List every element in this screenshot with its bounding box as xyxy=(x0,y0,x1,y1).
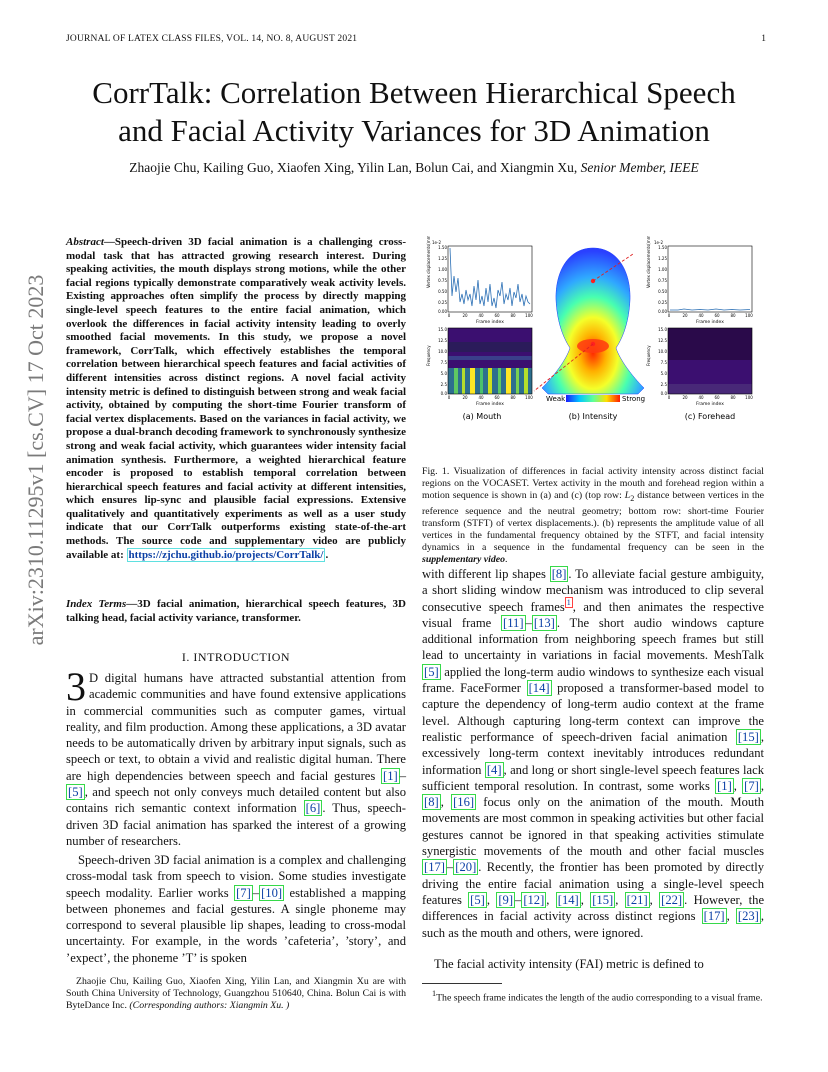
colorbar-strong-label: Strong xyxy=(622,395,646,403)
xtick-label: 60 xyxy=(494,313,500,318)
footnote-rule xyxy=(422,983,502,984)
xtick-label: 100 xyxy=(525,395,533,400)
citation-link[interactable]: [14] xyxy=(557,892,579,907)
figure-1-caption xyxy=(422,466,764,567)
ytick-label: 2.5 xyxy=(440,382,447,387)
panel-a-stft-xlabel: Frame index xyxy=(476,402,504,407)
citation-link[interactable]: [23] xyxy=(737,909,759,924)
citation-link[interactable]: [15] xyxy=(737,729,759,744)
ytick-label: 7.5 xyxy=(660,360,667,365)
xtick-label: 100 xyxy=(525,313,533,318)
text-run: D digital humans have attracted substantial attention from academic communities and have found extensive applications in commercial communities such as computer games, virtual reality, and film production. Among these applications, a 3D avatar needs to be automatically driven by arbitrary input signals, such as speech or text, to obtain a vivid and realistic digital human. There are high dependencies between speech and facial gestures xyxy=(66,671,406,783)
citation-link[interactable]: [14] xyxy=(528,681,550,696)
panel-c-ylabel: Vertex displacements(mm) xyxy=(646,236,651,288)
citation-link[interactable]: [8] xyxy=(551,567,567,581)
ytick-label: 0.50 xyxy=(438,289,447,294)
text-run: , xyxy=(486,892,497,907)
ytick-label: 10.0 xyxy=(438,349,447,354)
panel-c-stft-xlabel: Frame index xyxy=(696,402,724,407)
ytick-label: 10.0 xyxy=(658,349,667,354)
math-subscript: 2 xyxy=(630,494,635,504)
citation-link[interactable]: [1] xyxy=(717,778,732,793)
ytick-label: 0.50 xyxy=(658,289,667,294)
ytick-label: 1.00 xyxy=(438,267,447,272)
offset-label: 1e-2 xyxy=(654,240,663,245)
ytick-label: 0.00 xyxy=(438,309,447,314)
citation-link[interactable]: [9] xyxy=(498,892,514,907)
index-terms-text: —3D facial animation, hierarchical speech features, 3D talking head, facial activity variance, transformer. xyxy=(66,598,407,624)
speech-frame-footnote xyxy=(422,988,764,1004)
text-run: . To alleviate facial gesture ambiguity, a short sliding window mechanism was introduced to clip several consecutive speech frames xyxy=(422,567,765,614)
citation-link[interactable]: [16] xyxy=(453,795,475,810)
xtick-label: 100 xyxy=(745,395,753,400)
xtick-label: 0 xyxy=(667,313,671,318)
xtick-label: 100 xyxy=(745,313,753,318)
ytick-label: 0.00 xyxy=(658,309,667,314)
text-run: , xyxy=(615,892,625,907)
text-run: , xyxy=(580,892,591,907)
citation-link[interactable]: [12] xyxy=(523,892,545,907)
xtick-label: 40 xyxy=(478,313,484,318)
panel-a-caption: (a) Mouth xyxy=(462,412,502,421)
ytick-label: 1.25 xyxy=(658,256,667,261)
panel-b-caption: (b) Intensity xyxy=(568,412,618,421)
index-terms-label: Index Terms xyxy=(66,598,127,610)
citation-link[interactable]: [5] xyxy=(68,785,83,800)
xtick-label: 40 xyxy=(698,313,704,318)
abstract-label: Abstract xyxy=(66,236,104,248)
citation-link[interactable]: [13] xyxy=(533,615,555,630)
abstract-end: . xyxy=(325,548,329,561)
author-affiliation-footnote xyxy=(66,976,406,1013)
text-run: . The short audio windows capture additional information from neighboring speech frames but still lead to uncertainty in variations in facial movements. MeshTalk xyxy=(422,615,764,663)
index-terms xyxy=(66,598,406,625)
ytick-label: 1.00 xyxy=(658,267,667,272)
ytick-label: 12.5 xyxy=(438,338,447,343)
xtick-label: 20 xyxy=(682,395,688,400)
citation-link[interactable]: [22] xyxy=(661,892,683,907)
section-title: I. INTRODUCTION xyxy=(181,650,291,664)
ytick-label: 12.5 xyxy=(658,338,667,343)
citation-link[interactable]: [21] xyxy=(626,892,648,907)
text-run: , xyxy=(546,892,556,907)
panel-a-freq-label: Frequency xyxy=(426,345,431,366)
panel-c-caption: (c) Forehead xyxy=(684,412,736,421)
xtick-label: 20 xyxy=(682,313,688,318)
ytick-label: 7.5 xyxy=(440,360,447,365)
text-run: , excessively long-term context inevitably introduces redundant information xyxy=(422,729,764,777)
xtick-label: 80 xyxy=(510,313,516,318)
xtick-label: 0 xyxy=(447,395,451,400)
panel-c-stft-heatmap xyxy=(646,327,753,407)
ytick-label: 0.0 xyxy=(660,391,667,396)
ytick-label: 0.75 xyxy=(438,278,447,283)
xtick-label: 80 xyxy=(730,313,736,318)
offset-label: 1e-2 xyxy=(432,240,441,245)
intro-paragraph-1 xyxy=(66,664,407,849)
colorbar-weak-label: Weak xyxy=(546,395,566,403)
text-run: , xyxy=(726,909,736,924)
running-header: JOURNAL OF LATEX CLASS FILES, VOL. 14, NO. 8, AUGUST 2021 xyxy=(66,34,358,44)
citation-link[interactable]: [7] xyxy=(744,778,759,793)
ytick-label: 0.25 xyxy=(438,300,447,305)
text-run: , and speech not only conveys much detailed content but also contains rich semantic context information xyxy=(66,785,406,816)
authors-suffix: Senior Member, IEEE xyxy=(580,160,699,175)
ytick-label: 0.25 xyxy=(658,300,667,305)
project-link[interactable]: https://zjchu.github.io/projects/CorrTalk/ xyxy=(128,548,324,561)
footnote-ref[interactable]: 1 xyxy=(566,598,571,608)
xtick-label: 60 xyxy=(494,395,500,400)
text-run: distance between vertices in the reference sequence and the neutral geometry; bottom row: short-time Fourier transform (STFT) of vertex displacements.). (b) represents the amplitude value of all vertices in the fundamental frequency obtained by the STFT, and facial intensity dynamics in a sequence in the fundamental frequency can be seen in the xyxy=(422,490,764,554)
citation-link[interactable]: [5] xyxy=(424,664,439,679)
citation-link[interactable]: [7] xyxy=(236,885,251,900)
xtick-label: 40 xyxy=(478,395,484,400)
text-run: Zhaojie Chu, Kailing Guo, Xiaofen Xing, Yilin Lan, and Xiangmin Xu are with South China University of Technology, Guangzhou 510640, China. Bolun Cai is with ByteDance Inc. xyxy=(66,976,406,1012)
drop-cap: 3 xyxy=(66,664,86,709)
math-symbol: L xyxy=(624,490,631,502)
text-run: , xyxy=(440,795,452,810)
citation-link[interactable]: [5] xyxy=(470,892,485,907)
author-list xyxy=(40,160,788,176)
panel-c-freq-label: Frequency xyxy=(646,345,651,366)
citation-link[interactable]: [8] xyxy=(424,795,439,810)
arxiv-stamp: arXiv:2310.11295v1 [cs.CV] 17 Oct 2023 xyxy=(23,274,48,646)
corresponding-author: (Corresponding authors: Xiangmin Xu. ) xyxy=(129,1000,290,1012)
ytick-label: 0.75 xyxy=(658,278,667,283)
text-run: , xyxy=(760,778,765,793)
xtick-label: 0 xyxy=(447,313,451,318)
citation-link[interactable]: [10] xyxy=(261,885,283,900)
right-paragraph-1 xyxy=(422,566,764,941)
panel-c-xlabel: Frame index xyxy=(696,320,724,325)
xtick-label: 0 xyxy=(667,395,671,400)
text-run: , xyxy=(733,778,743,793)
citation-link[interactable]: [6] xyxy=(305,801,321,816)
citation-link[interactable]: [11] xyxy=(503,615,524,630)
ytick-label: 15.0 xyxy=(658,327,667,332)
right-paragraph-2: The facial activity intensity (FAI) metric is defined to xyxy=(434,957,704,971)
citation-link[interactable]: [17] xyxy=(424,860,445,875)
page-number: 1 xyxy=(761,34,766,44)
text-run: , xyxy=(649,892,660,907)
text-run: established a mapping between phonemes and facial gestures. A single phoneme may correspond to several plausible lip shapes, leading to cross-modal uncertainty. For example, in the words ’cafeteria’, ’story’, and ’expect’, the phoneme ’T’ is spoken xyxy=(66,885,406,965)
title-line-2: and Facial Activity Variances for 3D Animation xyxy=(118,113,710,148)
ytick-label: 1.25 xyxy=(438,256,447,261)
text-run: . However, the differences in facial activity across distinct regions xyxy=(422,892,765,924)
ytick-label: 1.50 xyxy=(438,245,447,250)
citation-link[interactable]: [15] xyxy=(592,892,614,907)
citation-link[interactable]: [20] xyxy=(455,860,477,875)
title-line-1: CorrTalk: Correlation Between Hierarchical Speech xyxy=(92,75,736,110)
text-run: – xyxy=(446,860,454,875)
ytick-label: 5.0 xyxy=(660,371,667,376)
ytick-label: 2.5 xyxy=(660,382,667,387)
text-run: applied the long-term audio windows to synthesize each visual frame. FaceFormer xyxy=(422,664,764,696)
xtick-label: 40 xyxy=(698,395,704,400)
ytick-label: 0.0 xyxy=(440,391,447,396)
xtick-label: 80 xyxy=(730,395,736,400)
xtick-label: 80 xyxy=(510,395,516,400)
xtick-label: 60 xyxy=(714,313,720,318)
panel-a-ylabel: Vertex displacements(mm) xyxy=(426,236,431,288)
panel-b-face-intensity xyxy=(534,248,645,403)
text-run: – xyxy=(515,892,522,907)
intensity-colorbar xyxy=(566,395,620,402)
citation-link[interactable]: [17] xyxy=(703,909,725,924)
authors-names: Zhaojie Chu, Kailing Guo, Xiaofen Xing, Yilin Lan, Bolun Cai, and Xiangmin Xu, xyxy=(129,160,578,175)
ytick-label: 15.0 xyxy=(438,327,447,332)
figure-1 xyxy=(418,236,768,456)
footnote-number: 1 xyxy=(432,989,437,998)
text-run: Fig. 1. Visualization of differences in facial activity intensity across distinct facial regions on the VOCASET. Vertex activity in the mouth and forehead region within a motion sequence is shown in (a) and (c) (top row: xyxy=(422,466,764,502)
text-run: . Thus, speech-driven 3D facial animation has sparked the interest of a growing number of researchers. xyxy=(66,801,407,848)
text-run: , and long or short single-level speech features lack sufficient temporal resolution. In contrast, some works xyxy=(422,762,764,793)
abstract-text: —Speech-driven 3D facial animation is a challenging cross-modal task that has attracted growing research interest. During speaking activities, the mouth displays strong motions, while the other facial regions typically demonstrate comparatively weak activity levels. Existing approaches often simplify the process by directly mapping single-level speech features to the entire facial animation, which overlook the differences in facial activity intensity leading to overly smoothed facial movements. In this study, we propose a novel framework, CorrTalk, which effectively establishes the temporal correlation between hierarchical speech features and facial activities of different intensities across distinct regions. A novel facial activity intensity metric is defined to distinguish between strong and weak facial activity, obtained by computing the short-time Fourier transform of facial vertex displacements. Based on the variances in facial activity, we propose a dual-branch decoding framework to synchronously synthesize strong and weak facial activity, which guarantees wider intensity facial animation synthesis. Furthermore, a weighted hierarchical feature encoder is proposed to establish temporal correlation between hierarchical speech features and facial activity at different intensities, which ensures lip-sync and plausible facial expressions. Extensive qualitatively and quantitatively experiments as well as a user study indicate that our CorrTalk outperforms existing state-of-the-art methods. The source code and supplementary video are publicly available at: xyxy=(66,236,406,561)
xtick-label: 20 xyxy=(462,313,468,318)
ytick-label: 5.0 xyxy=(440,371,447,376)
text-run: – xyxy=(252,885,260,900)
text-run: Speech-driven 3D facial animation is a complex and challenging cross-modal task from speech to vision. Some studies investigate speech modality. Earlier works xyxy=(66,853,406,900)
citation-link[interactable]: [1] xyxy=(383,768,398,783)
text-run: – xyxy=(525,615,532,630)
xtick-label: 60 xyxy=(714,395,720,400)
citation-link[interactable]: [4] xyxy=(486,762,502,777)
paper-title xyxy=(40,74,788,150)
abstract xyxy=(66,236,406,562)
figure-1-graphic xyxy=(418,236,768,456)
footnote-text: The speech frame indicates the length of the audio corresponding to a visual frame. xyxy=(436,992,763,1004)
text-run: . Recently, the frontier has been promoted by directly driving the entire facial animation using a single-level speech features xyxy=(422,860,764,907)
text-run: , and then animates the respective visual frame xyxy=(422,599,764,630)
intro-paragraph-2 xyxy=(66,852,406,966)
panel-a-xlabel: Frame index xyxy=(476,320,504,325)
text-run: proposed a transformer-based model to capture the dependency of long-term audio context at the frame level. Although capturing long-term context can improve the realistic performance of speech-driven facial animation xyxy=(422,681,764,744)
panel-c-line-plot xyxy=(646,236,753,325)
text-run: with different lip shapes xyxy=(422,567,550,581)
text-run: focus only on the animation of the mouth. Mouth movements are most common in speaking activities but other facial gestures cannot be ignored in that speaking activities stimulate synergistic movements of the mouth and other facial muscles xyxy=(422,795,764,859)
xtick-label: 20 xyxy=(462,395,468,400)
text-run: – xyxy=(399,768,406,783)
text-run: . xyxy=(505,554,508,566)
text-run: , such as the mouth and others, were ignored. xyxy=(422,909,765,940)
supplementary-video-emphasis: supplementary video xyxy=(422,554,505,566)
ytick-label: 1.50 xyxy=(658,245,667,250)
panel-a-line-plot xyxy=(426,236,533,325)
panel-a-stft-heatmap xyxy=(426,327,533,407)
